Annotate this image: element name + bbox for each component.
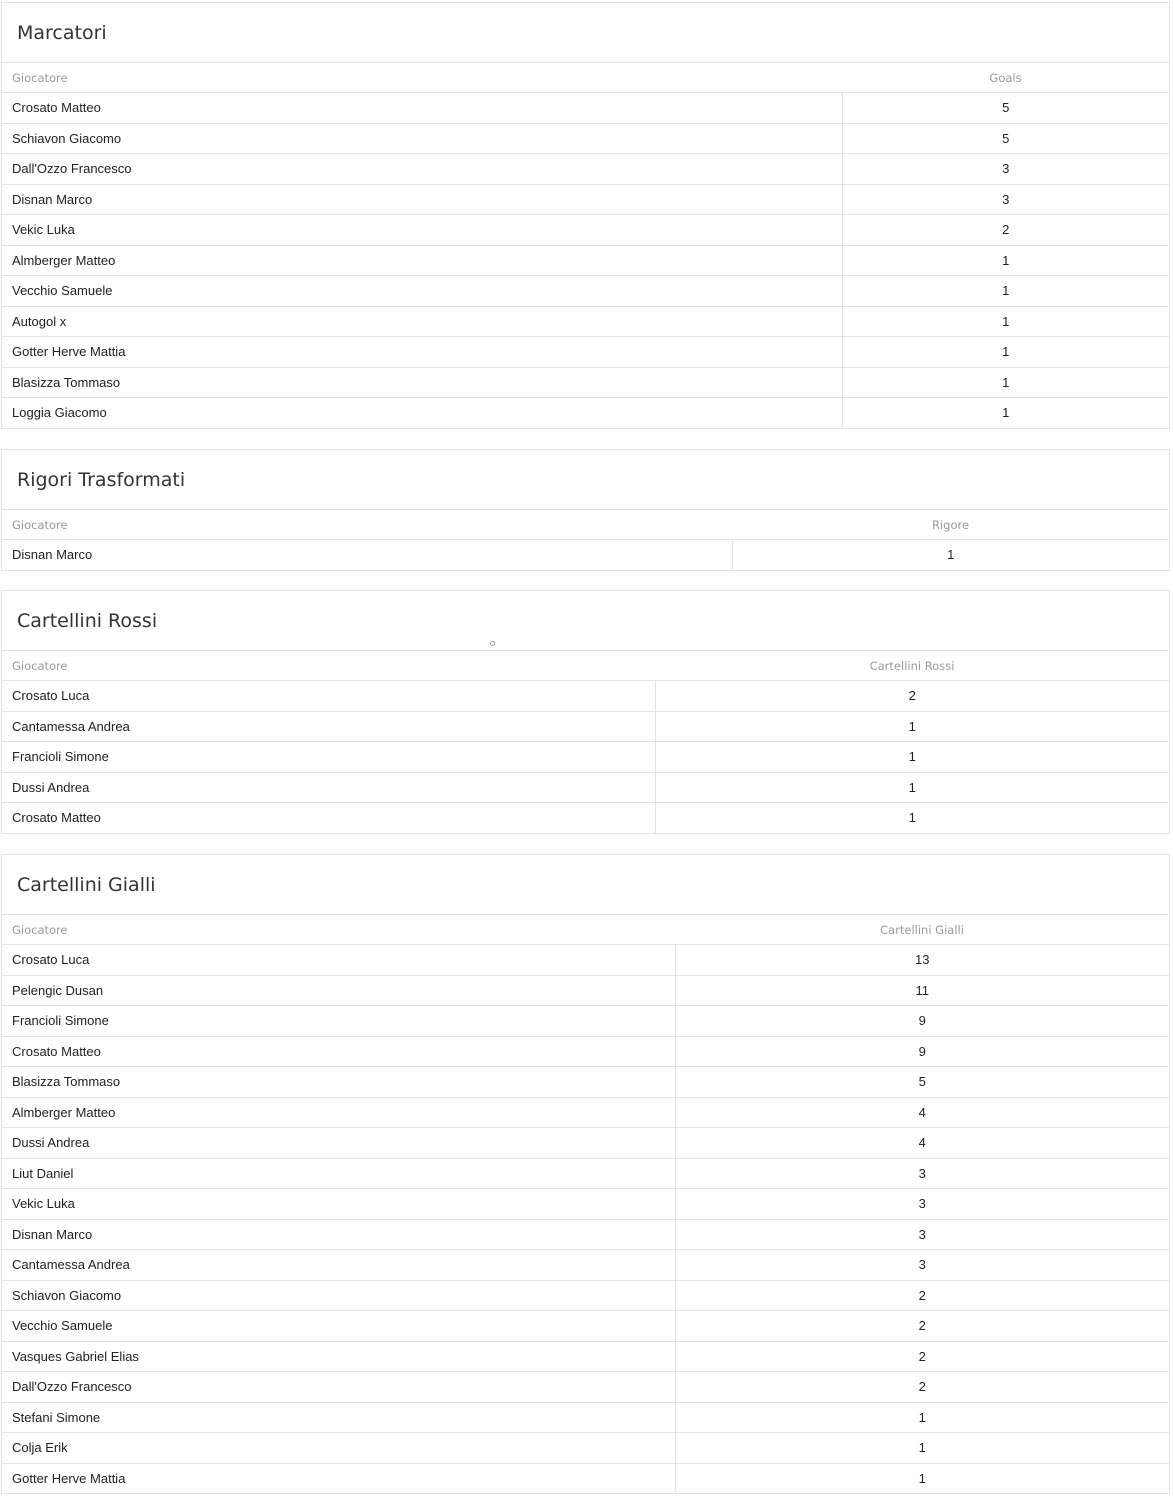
stat-value-cell: 4 [675,1097,1169,1128]
table-row [2,1097,1169,1128]
yellow-cards-table [2,915,1169,1493]
table-row [2,945,1169,976]
table-row [2,1250,1169,1281]
stat-value-cell: 3 [842,154,1169,185]
penalties-panel [1,449,1170,571]
player-name-cell: Crosato Luca [2,681,655,712]
table-row [2,681,1169,712]
table-row [2,306,1169,337]
table-row [2,1036,1169,1067]
red-cards-title-text: Cartellini Rossi [17,610,158,632]
stat-value-cell: 1 [675,1402,1169,1433]
player-name-cell: Gotter Herve Mattia [2,337,842,368]
stat-value-cell: 2 [675,1341,1169,1372]
scorers-title: Marcatori [2,3,1169,63]
stat-value-cell: 2 [675,1311,1169,1342]
table-row [2,337,1169,368]
table-row [2,1219,1169,1250]
player-name-cell: Disnan Marco [2,184,842,215]
stat-value-cell: 11 [675,975,1169,1006]
table-row [2,772,1169,803]
table-row [2,1402,1169,1433]
table-row [2,1311,1169,1342]
player-name-cell: Vecchio Samuele [2,276,842,307]
stat-value-cell: 3 [675,1189,1169,1220]
player-name-cell: Pelengic Dusan [2,975,675,1006]
scorers-table [2,63,1169,428]
table-row [2,398,1169,428]
table-row [2,1158,1169,1189]
stat-value-cell: 1 [655,772,1169,803]
stat-value-cell: 1 [655,711,1169,742]
player-name-cell: Vekic Luka [2,215,842,246]
stat-value-cell: 2 [655,681,1169,712]
table-row [2,711,1169,742]
player-name-cell: Stefani Simone [2,1402,675,1433]
table-row [2,93,1169,124]
player-column-header: Giocatore [2,915,675,945]
player-name-cell: Autogol x [2,306,842,337]
player-name-cell: Vasques Gabriel Elias [2,1341,675,1372]
player-name-cell: Dall'Ozzo Francesco [2,154,842,185]
player-name-cell: Cantamessa Andrea [2,1250,675,1281]
yellow-cards-panel [1,854,1170,1494]
yellow-cards-column-header: Cartellini Gialli [675,915,1169,945]
stat-value-cell: 2 [675,1280,1169,1311]
player-name-cell: Schiavon Giacomo [2,1280,675,1311]
player-name-cell: Vecchio Samuele [2,1311,675,1342]
player-name-cell: Dall'Ozzo Francesco [2,1372,675,1403]
stat-value-cell: 3 [675,1158,1169,1189]
stat-value-cell: 1 [842,276,1169,307]
player-name-cell: Almberger Matteo [2,1097,675,1128]
table-row [2,154,1169,185]
stat-value-cell: 9 [675,1036,1169,1067]
stat-value-cell: 13 [675,945,1169,976]
table-row [2,1433,1169,1464]
table-row [2,1463,1169,1493]
player-name-cell: Liut Daniel [2,1158,675,1189]
table-row [2,245,1169,276]
player-column-header: Giocatore [2,63,842,93]
table-row [2,1280,1169,1311]
red-cards-column-header: Cartellini Rossi [655,651,1169,681]
player-name-cell: Blasizza Tommaso [2,367,842,398]
stat-value-cell: 4 [675,1128,1169,1159]
stat-value-cell: 9 [675,1006,1169,1037]
table-row [2,1341,1169,1372]
player-name-cell: Colja Erik [2,1433,675,1464]
red-cards-panel [1,590,1170,834]
table-header-row [2,63,1169,93]
table-row [2,367,1169,398]
player-name-cell: Crosato Luca [2,945,675,976]
stat-value-cell: 1 [908,810,916,826]
player-name-cell: Dussi Andrea [2,772,655,803]
stat-value-cell: 1 [1002,405,1010,421]
table-row [2,742,1169,773]
table-row [2,1128,1169,1159]
player-column-header: Giocatore [2,510,732,540]
yellow-cards-title: Cartellini Gialli [2,855,1169,915]
table-row [2,540,1169,570]
player-name-cell: Vekic Luka [2,1189,675,1220]
table-header-row [2,651,1169,681]
stat-value-cell: 1 [675,1433,1169,1464]
stat-value-cell: 3 [842,184,1169,215]
player-name-cell: Crosato Matteo [2,1036,675,1067]
stat-value-cell: 1 [842,367,1169,398]
player-column-header: Giocatore [2,651,655,681]
player-name-cell: Disnan Marco [2,540,732,570]
stat-value-cell: 3 [675,1250,1169,1281]
table-row [2,1006,1169,1037]
table-header-row [2,915,1169,945]
player-name-cell: Gotter Herve Mattia [2,1463,675,1493]
stat-value-cell: 2 [675,1372,1169,1403]
player-name-cell: Almberger Matteo [2,245,842,276]
table-row [2,215,1169,246]
player-name-cell: Dussi Andrea [2,1128,675,1159]
player-name-cell: Blasizza Tommaso [2,1067,675,1098]
goals-column-header: Goals [842,63,1169,93]
player-name-cell: Crosato Matteo [2,93,842,124]
table-row [2,803,1169,833]
stat-value-cell: 1 [655,742,1169,773]
loading-dot-icon [490,641,495,646]
stat-value-cell: 1 [947,547,955,563]
stat-value-cell: 1 [842,245,1169,276]
stat-value-cell: 2 [842,215,1169,246]
table-header-row [2,510,1169,540]
penalties-table [2,510,1169,570]
table-row [2,184,1169,215]
player-name-cell: Disnan Marco [2,1219,675,1250]
player-name-cell: Francioli Simone [2,1006,675,1037]
player-name-cell: Francioli Simone [2,742,655,773]
stat-value-cell: 5 [842,123,1169,154]
player-name-cell: Loggia Giacomo [2,398,842,428]
table-row [2,123,1169,154]
table-row [2,1372,1169,1403]
table-row [2,975,1169,1006]
table-row [2,1189,1169,1220]
stat-value-cell: 1 [918,1470,926,1486]
stat-value-cell: 1 [842,337,1169,368]
red-cards-table [2,651,1169,833]
stat-value-cell: 5 [842,93,1169,124]
stat-value-cell: 5 [675,1067,1169,1098]
table-row [2,276,1169,307]
player-name-cell: Cantamessa Andrea [2,711,655,742]
penalty-column-header: Rigore [732,510,1169,540]
penalties-title: Rigori Trasformati [2,450,1169,510]
player-name-cell: Crosato Matteo [2,803,655,833]
table-row [2,1067,1169,1098]
stat-value-cell: 1 [842,306,1169,337]
scorers-panel [1,2,1170,429]
stat-value-cell: 3 [675,1219,1169,1250]
red-cards-title [2,591,1169,651]
player-name-cell: Schiavon Giacomo [2,123,842,154]
